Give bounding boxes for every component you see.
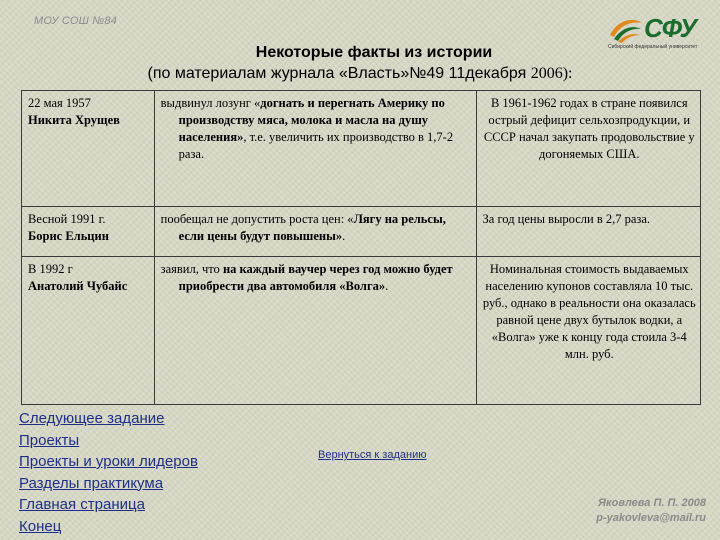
action-plain: пообещал не допустить роста цен: «	[160, 212, 354, 226]
date: Весной 1991 г.	[28, 212, 106, 226]
logo-subtitle: Сибирский федеральный университет	[608, 44, 698, 50]
sfu-emblem-icon	[608, 15, 644, 43]
author-name: Яковлева П. П. 2008	[598, 497, 706, 509]
action-quote: на каждый ваучер через год можно будет приобрести два автомобиля «Волга»	[178, 262, 453, 293]
link-end[interactable]: Конец	[19, 517, 62, 535]
title-line-2-prefix: (по материалам журнала «Власть»№49 11декабря	[147, 65, 531, 82]
link-next-task[interactable]: Следующее задание	[19, 410, 165, 427]
result-text: Номинальная стоимость выдаваемых населению купонов составляла 10 тыс. руб., однако в реальности она оказалась равной цене двух бутылок водки, а «Волга» уже к концу года стоила 3-4 млн. руб.	[482, 262, 696, 361]
link-projects[interactable]: Проекты	[19, 431, 80, 449]
table-row	[22, 257, 701, 405]
action-tail: , т.е. увеличить их производство в 1,7-2 раза.	[178, 130, 454, 161]
date-person-cell	[22, 257, 155, 405]
action-cell	[154, 91, 476, 207]
title-line-2-suffix: ):	[562, 65, 573, 82]
date: 22 мая 1957	[28, 96, 91, 110]
result-cell	[476, 91, 700, 207]
action-cell	[154, 257, 476, 405]
date-person-cell	[22, 207, 155, 257]
person: Никита Хрущев	[28, 113, 120, 127]
action-quote: Лягу на рельсы, если цены будут повышены»	[178, 212, 446, 243]
link-leader-projects[interactable]: Проекты и уроки лидеров	[19, 453, 198, 470]
person: Борис Ельцин	[28, 229, 109, 243]
action-cell	[154, 207, 476, 257]
back-to-task-link[interactable]: Вернуться к заданию	[318, 449, 427, 461]
table-row	[22, 91, 701, 207]
author-email: p-yakovleva@mail.ru	[596, 512, 706, 524]
school-name: МОУ СОШ №84	[34, 15, 117, 27]
table-row	[22, 207, 701, 257]
facts-table	[21, 90, 701, 405]
author-credit	[596, 496, 706, 526]
page-title	[0, 42, 720, 84]
logo-text: СФУ	[644, 13, 697, 43]
link-practicum-sections[interactable]: Разделы практикума	[19, 474, 164, 492]
action-text	[161, 95, 472, 163]
nav-links	[19, 408, 198, 537]
action-tail: .	[385, 279, 389, 293]
action-text	[161, 261, 472, 295]
action-text	[161, 211, 472, 245]
result-cell	[476, 207, 700, 257]
title-year: 2006	[530, 65, 563, 82]
result-cell	[476, 257, 700, 405]
date-person-cell	[22, 91, 155, 207]
link-home-page[interactable]: Главная страница	[19, 496, 145, 513]
action-tail: .	[342, 229, 346, 243]
action-plain: выдвинул лозунг «	[160, 96, 261, 110]
title-line-1: Некоторые факты из истории	[255, 44, 493, 61]
person: Анатолий Чубайс	[28, 279, 128, 293]
result-text: В 1961-1962 годах в стране появился острый дефицит сельхозпродукции, и СССР начал закупать продовольствие у догоняемых США.	[483, 96, 695, 161]
action-quote: догнать и перегнать Америку по производству мяса, молока и масла на душу населения»	[178, 96, 445, 144]
action-plain: заявил, что	[160, 262, 223, 276]
result-text: За год цены выросли в 2,7 раза.	[482, 212, 651, 226]
date: В 1992 г	[28, 262, 73, 276]
title-line-2	[0, 63, 720, 84]
